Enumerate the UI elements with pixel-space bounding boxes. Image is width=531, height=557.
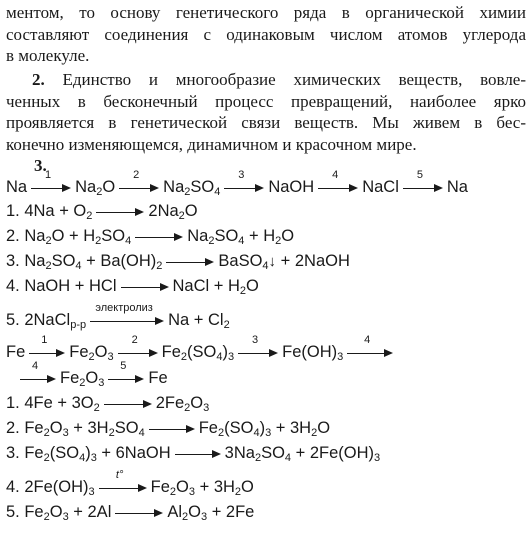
- chain-formula: Na: [446, 178, 468, 196]
- arrow-label: 1: [45, 168, 52, 181]
- chain-formula: $Fe_2O_3$: [69, 343, 114, 363]
- paragraph-1-line: составляют соединения с одинаковым числом атомов углерода: [6, 24, 526, 44]
- arrow-label: электролиз: [95, 301, 153, 314]
- reaction-arrow: [121, 277, 169, 297]
- reaction-arrow: [115, 503, 163, 523]
- reaction-arrow: [347, 333, 393, 363]
- paragraph-2-line: ченных в бесконечный процесс превращений, наиболее ярко: [6, 91, 526, 111]
- reaction-arrow: [238, 333, 278, 363]
- equation-7: 2. $Fe_2O_3 + 3H_2SO_4$ $Fe_2(SO_4)_3 + 3H_2O$: [6, 419, 331, 439]
- chain-formula: Na: [6, 178, 28, 196]
- chain-formula: $Fe_2O_3$: [60, 369, 105, 389]
- reaction-arrow: [90, 301, 164, 331]
- equation-8: 3. $Fe_2(SO_4)_3$ + 6NaOH $3Na_2SO_4 + 2Fe(OH)_3$: [6, 444, 381, 464]
- equation-3: 3. $Na_2SO_4 + Ba(OH)_2$ BaSO$_4$↓ + 2NaOH: [6, 252, 350, 272]
- reaction-arrow: [31, 168, 71, 198]
- reaction-arrow: [96, 202, 144, 222]
- arrow-label: 5: [120, 359, 127, 372]
- arrow-label: 1: [41, 333, 48, 346]
- reaction-arrow: [403, 168, 443, 198]
- reaction-arrow: [318, 168, 358, 198]
- chain-formula: Fe: [148, 369, 168, 387]
- equation-9: 4. $2Fe(OH)_3$ t° $Fe_2O_3 + 3H_2O$: [6, 468, 254, 498]
- reaction-arrow: [224, 168, 264, 198]
- iron-chain-continued: [20, 359, 168, 389]
- arrow-label: 4: [31, 359, 39, 372]
- iron-chain: [6, 333, 397, 363]
- arrow-label: 4: [332, 168, 339, 181]
- paragraph-2: [6, 69, 526, 155]
- section-number: 3.: [34, 156, 47, 175]
- paragraph-2-line: конечно изменяющемся, динамичном и красочном мире.: [6, 134, 417, 154]
- chain-formula: $Fe_2(SO_4)_3$: [161, 343, 235, 363]
- reaction-arrow: [108, 359, 144, 389]
- equation-1: 1. $4Na + O_2$ $2Na_2O$: [6, 202, 198, 222]
- paragraph-2-line: проявляется в генетической связи веществ. Мы живем в бес-: [6, 113, 526, 132]
- paragraph-1: [6, 2, 526, 67]
- arrow-label: 5: [416, 168, 423, 181]
- reaction-arrow: [104, 394, 152, 414]
- equation-5: 5. 2NaCl$_{p-p}$ электролиз $Na + Cl_2$: [6, 301, 230, 331]
- equation-6: 1. $4Fe + 3O_2$ $2Fe_2O_3$: [6, 394, 210, 414]
- arrow-label: 3: [252, 333, 259, 346]
- reaction-arrow: [20, 359, 56, 389]
- chain-formula: $Na_2O$: [75, 178, 116, 198]
- paragraph-1-line: ментом, то основу генетического ряда в органической химии: [6, 3, 526, 22]
- sodium-chain: [6, 168, 468, 198]
- chain-formula: NaOH: [268, 178, 315, 196]
- reaction-arrow: [175, 444, 221, 464]
- precipitate-arrow: ↓: [268, 253, 277, 270]
- arrow-label: t°: [115, 468, 124, 481]
- reaction-arrow: [166, 252, 214, 272]
- equation-4: 4. NaOH + HCl NaCl + $H_2O$: [6, 277, 259, 297]
- arrow-label: 2: [131, 333, 138, 346]
- reaction-arrow: [119, 168, 159, 198]
- paragraph-2-line: Единство и многообразие химических веществ, вовле-: [62, 70, 527, 89]
- reaction-arrow: [99, 468, 147, 498]
- paragraph-number: 2.: [32, 70, 45, 89]
- paragraph-2-first-line: [6, 69, 526, 91]
- arrow-label: 3: [238, 168, 245, 181]
- reaction-arrow: [135, 227, 183, 247]
- arrow-label: 4: [364, 333, 371, 346]
- reaction-arrow: [149, 419, 195, 439]
- chain-formula: $Fe(OH)_3$: [282, 343, 344, 363]
- chain-formula: $Na_2SO_4$: [163, 178, 221, 198]
- arrow-label: 2: [133, 168, 140, 181]
- equation-2: 2. $Na_2O + H_2SO_4$ $Na_2SO_4 + H_2O$: [6, 227, 295, 247]
- paragraph-1-line: в молекуле.: [6, 46, 90, 65]
- equation-10: 5. $Fe_2O_3 + 2Al$ $Al_2O_3 + 2Fe$: [6, 503, 255, 523]
- chain-formula: NaCl: [362, 178, 399, 196]
- chain-formula: Fe: [6, 343, 26, 361]
